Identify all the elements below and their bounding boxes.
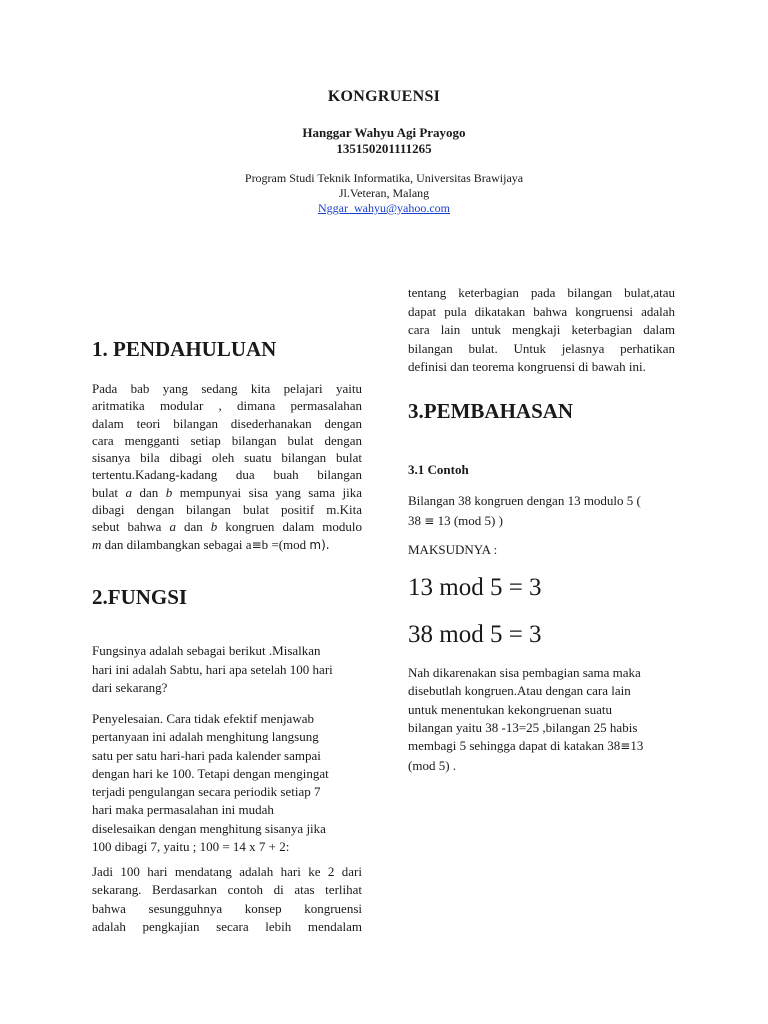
section-pembahasan (408, 399, 675, 423)
section-pendahuluan (92, 337, 362, 361)
affiliation-block (0, 171, 768, 216)
text-line: dari sekarang? (92, 680, 168, 695)
text-line: Nah dikarenakan sisa pembagian sama maka (408, 665, 641, 680)
text-line: Fungsinya adalah sebagai berikut .Misalkan (92, 643, 321, 658)
text-line: dapat pula dikatakan bahwa kongruensi adalah (408, 303, 675, 319)
explanation-text (408, 664, 688, 776)
text-line: hari ini adalah Sabtu, hari apa setelah 100 hari (92, 661, 333, 677)
section-fungsi (92, 585, 362, 609)
text-line: Penyelesaian. Cara tidak efektif menjawab (92, 711, 314, 726)
text-line: terjadi pengulangan secara periodik setiap 7 (92, 784, 321, 800)
text-line: membagi 5 sehingga dapat di katakan 38≡13 (408, 738, 644, 754)
text-line: 38 ≡ 13 (mod 5) ) (408, 513, 503, 528)
author-name: Hanggar Wahyu Agi Prayogo (302, 125, 466, 140)
congruence-symbol: ≡ (251, 537, 262, 552)
fungsi-para1 (92, 642, 362, 698)
heading-fungsi: 2.FUNGSI (92, 585, 188, 609)
text-line: tentang keterbagian pada bilangan bulat,atau (408, 285, 675, 300)
text-line: cara lain untuk mengkaji keterbagian dalam (408, 322, 675, 337)
text-line: untuk menentukan kekongruenan suatu (408, 701, 612, 717)
text-line: m dan dilambangkan sebagai a≡b =(mod m). (92, 536, 330, 552)
text-line: satu per satu hari-hari pada kalender sampai (92, 747, 321, 763)
heading-pendahuluan: 1. PENDAHULUAN (92, 337, 277, 361)
text-line: tertentu.Kadang-kadang dua buah bilangan (92, 467, 362, 483)
author-block (0, 125, 768, 157)
text-line: disebutlah kongruen.Atau dengan cara lain (408, 683, 631, 699)
text-line: bilangan bulat. Untuk jelasnya perhatikan (408, 340, 675, 356)
congruence-symbol: ≡ (424, 514, 435, 528)
subheading-contoh: 3.1 Contoh (408, 462, 469, 477)
fungsi-para2 (92, 710, 362, 856)
text-line: Pada bab yang sedang kita pelajari yaitu (92, 381, 362, 396)
example-text (408, 491, 675, 531)
text-line: dengan hari ke 100. Tetapi dengan mengingat (92, 765, 329, 781)
text-line: sekarang. Berdasarkan contoh di atas terlihat (92, 882, 362, 898)
text-line: dibagi dengan bilangan bulat positif m.Kita (92, 502, 362, 518)
text-line: definisi dan teorema kongruensi di bawah ini. (408, 359, 646, 374)
text-line: (mod 5) . (408, 758, 457, 774)
heading-pembahasan: 3.PEMBAHASAN (408, 399, 574, 423)
text-line: bahwa sesungguhnya konsep kongruensi (92, 900, 362, 916)
pendahuluan-body (92, 380, 362, 554)
text-line: 100 dibagi 7, yaitu ; 100 = 14 x 7 + 2: (92, 839, 290, 855)
equation-2: 38 mod 5 = 3 (408, 621, 542, 648)
fungsi-para3 (92, 863, 362, 936)
affiliation: Program Studi Teknik Informatika, Universitas Brawijaya (244, 171, 524, 185)
text-line: adalah pengkajian secara lebih mendalam (92, 918, 362, 934)
text-line: Jadi 100 hari mendatang adalah hari ke 2 dari (92, 864, 362, 879)
text-line: bilangan yaitu 38 -13=25 ,bilangan 25 habis (408, 719, 638, 735)
text-line: aritmatika modular , dimana permasalahan (92, 398, 362, 414)
congruence-symbol: ≡ (620, 739, 631, 754)
text-line: diselesaikan dengan menghitung sisanya jika (92, 820, 326, 836)
text-line: pertanyaan ini adalah menghitung langsung (92, 729, 319, 745)
text-line: cara mengganti setiap bilangan bulat dengan (92, 432, 362, 448)
paper-title: KONGRUENSI (327, 88, 441, 105)
text-line: bulat a dan b mempunyai sisa yang sama jika (92, 484, 362, 500)
student-id: 135150201111265 (336, 141, 432, 156)
text-line: hari maka permasalahan ini mudah (92, 802, 274, 818)
text-line: sebut bahwa a dan b kongruen dalam modulo (92, 519, 362, 535)
text-line: Bilangan 38 kongruen dengan 13 modulo 5 ( (408, 493, 641, 508)
equation-1: 13 mod 5 = 3 (408, 574, 542, 601)
address: Jl.Veteran, Malang (338, 186, 430, 200)
email-link[interactable]: Nggar_wahyu@yahoo.com (317, 201, 451, 215)
maksudnya-label: MAKSUDNYA : (408, 542, 498, 557)
continuation-text (408, 284, 675, 377)
text-line: sisanya bila dibagi oleh suatu bilangan bulat (92, 450, 362, 466)
text-line: dalam teori bilangan disederhanakan dengan (92, 415, 362, 431)
